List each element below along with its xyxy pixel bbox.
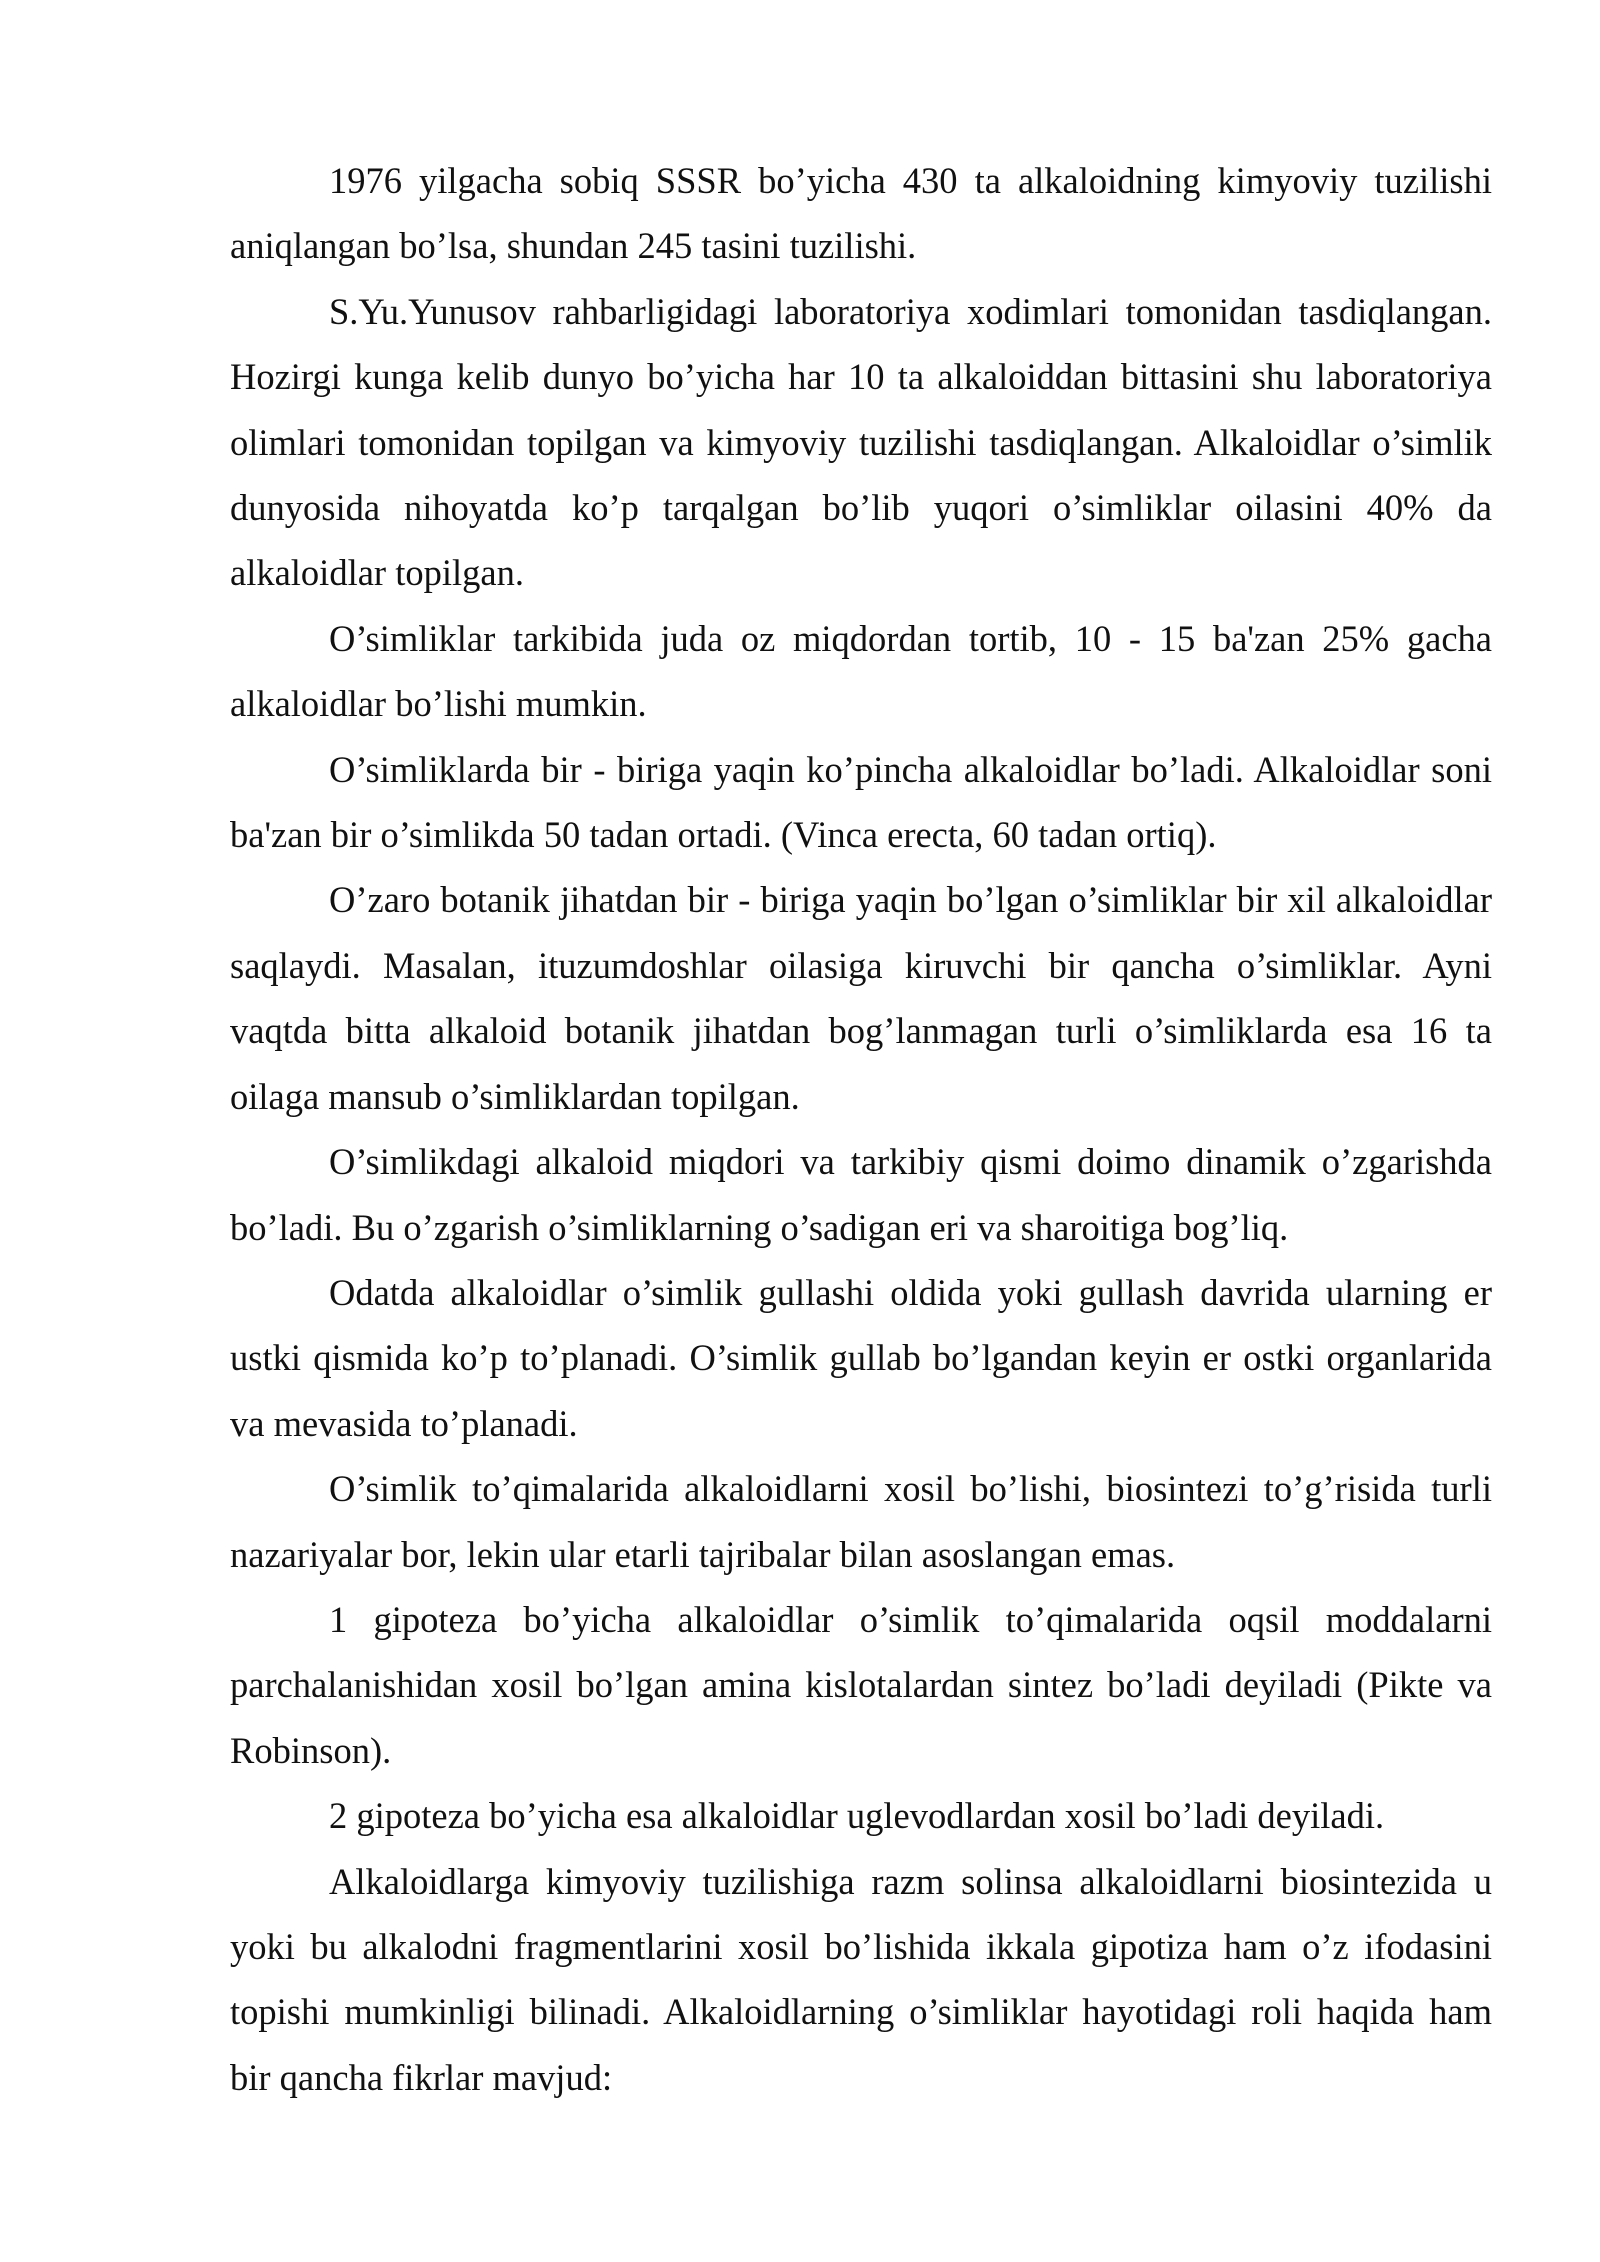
paragraph-hypothesis-one: 1 gipoteza bo’yicha alkaloidlar o’simlik to’qimalarida oqsil moddalarni parchalanishidan xosil bo’lgan amina kislotalardan sintez bo’ladi deyiladi (Pikte va Robinson). bbox=[230, 1598, 1492, 1771]
paragraph-alkaloid-count: 1976 yilgacha sobiq SSSR bo’yicha 430 ta alkaloidning kimyoviy tuzilishi aniqlangan bo’lsa, shundan 245 tasini tuzilishi. bbox=[230, 160, 1492, 267]
paragraph-yunusov-laboratory: S.Yu.Yunusov rahbarligidagi laboratoriya xodimlari tomonidan tasdiqlangan. Hozirgi kunga kelib dunyo bo’yicha har 10 ta alkaloiddan bittasini shu laboratoriya olimlari tomonidan topilgan va kimyoviy tuzilishi tasdiqlangan. Alkaloidlar o’simlik dunyosida nihoyatda ko’p tarqalgan bo’lib yuqori o’simliklar oilasini 40% da alkaloidlar topilgan. bbox=[230, 290, 1492, 594]
paragraph-dynamic-change: O’simlikdagi alkaloid miqdori va tarkibiy qismi doimo dinamik o’zgarishda bo’ladi. Bu o’zgarish o’simliklarning o’sadigan eri va sharoitiga bog’liq. bbox=[230, 1141, 1492, 1248]
document-page bbox=[230, 148, 1492, 2110]
paragraph-botanical-relation: O’zaro botanik jihatdan bir - biriga yaqin bo’lgan o’simliklar bir xil alkaloidlar saqlaydi. Masalan, ituzumdoshlar oilasiga kiruvchi bir qancha o’simliklar. Ayni vaqtda bitta alkaloid botanik jihatdan bog’lanmagan turli o’simliklarda esa 16 ta oilaga mansub o’simliklardan topilgan. bbox=[230, 879, 1492, 1117]
paragraph-alkaloid-content: O’simliklar tarkibida juda oz miqdordan tortib, 10 - 15 ba'zan 25% gacha alkaloidlar bo’lishi mumkin. bbox=[230, 617, 1492, 725]
paragraph-hypothesis-two: 2 gipoteza bo’yicha esa alkaloidlar uglevodlardan xosil bo’ladi deyiladi. bbox=[329, 1795, 1385, 1837]
paragraph-multiple-alkaloids: O’simliklarda bir - biriga yaqin ko’pincha alkaloidlar bo’ladi. Alkaloidlar soni ba'zan bir o’simlikda 50 tadan ortadi. (Vinca erecta, 60 tadan ortiq). bbox=[230, 748, 1492, 856]
paragraph-alkaloid-role: Alkaloidlarga kimyoviy tuzilishiga razm solinsa alkaloidlarni biosintezida u yoki bu alkalodni fragmentlarini xosil bo’lishida ikkala gipotiza ham o’z ifodasini topishi mumkinligi bilinadi. Alkaloidlarning o’simliklar hayotidagi roli haqida ham bir qancha fikrlar mavjud: bbox=[230, 1860, 1492, 2098]
paragraph-biosynthesis-theories: O’simlik to’qimalarida alkaloidlarni xosil bo’lishi, biosintezi to’g’risida turli nazariyalar bor, lekin ular etarli tajribalar bilan asoslangan emas. bbox=[230, 1468, 1492, 1575]
paragraph-flowering-accumulation: Odatda alkaloidlar o’simlik gullashi oldida yoki gullash davrida ularning er ustki qismida ko’p to’planadi. O’simlik gullab bo’lgandan keyin er ostki organlarida va mevasida to’planadi. bbox=[230, 1271, 1492, 1444]
